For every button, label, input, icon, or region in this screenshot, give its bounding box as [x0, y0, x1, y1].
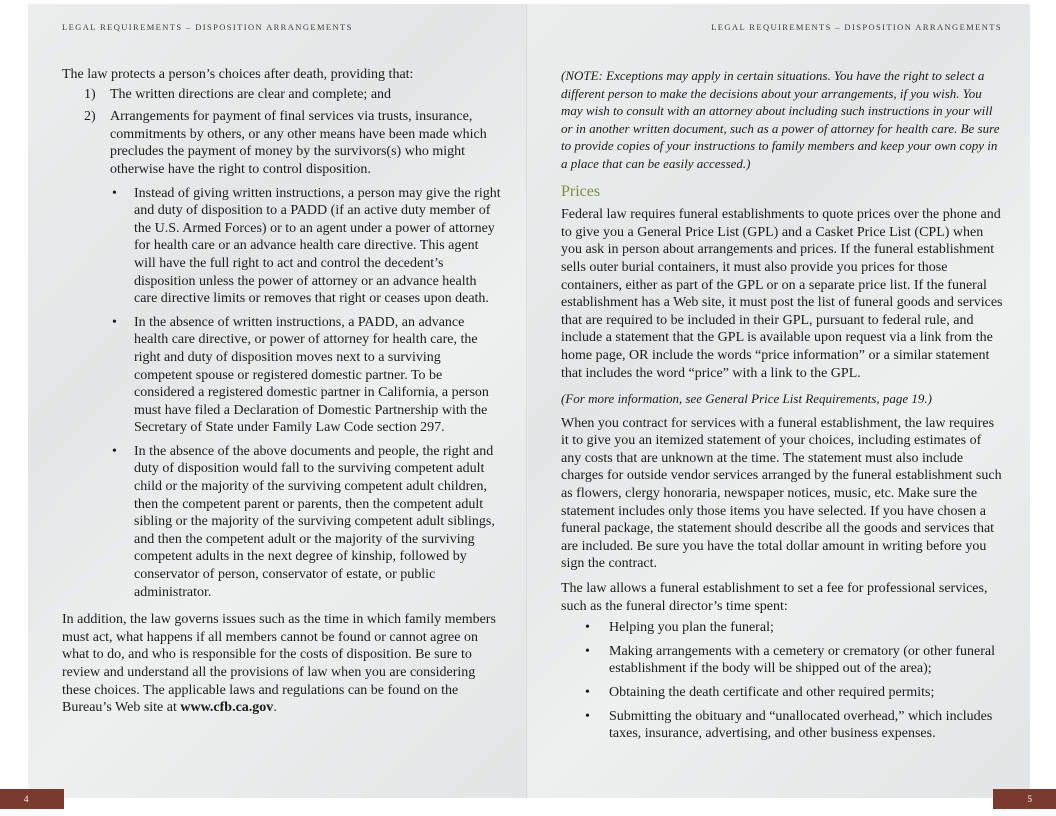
number-marker: 1): [84, 86, 96, 102]
page-number-right: 5: [993, 789, 1056, 809]
numbered-item-text: The written directions are clear and complete; and: [110, 86, 392, 102]
fee-bullet-list: [561, 619, 1003, 743]
left-page: [28, 4, 526, 798]
bullet-icon: •: [585, 643, 590, 659]
fee-bullet-text: Submitting the obituary and “unallocated overhead,” which includes taxes, insurance, advertising, and other business expenses.: [609, 708, 993, 742]
note-paragraph: (NOTE: Exceptions may apply in certain situations. You have the right to select a different person to make the decisions about your arrangements, if you wish. You may wish to consult with an attorney about including such instructions in your will or in another written document, such as a power of attorney for health care. Be sure to provide copies of your instructions to family members and keep your own copy in a place that can be easily accessed.): [561, 68, 1000, 171]
right-page: [528, 4, 1030, 798]
bullet-item: [112, 443, 502, 601]
fee-bullet-item: [585, 643, 1003, 678]
bullet-icon: •: [112, 185, 117, 201]
prices-heading: Prices: [561, 182, 601, 200]
numbered-item-text: Arrangements for payment of final services via trusts, insurance, commitments by others, or any other means have been made which precludes the payment of money by the survivors(s) who might otherwise have the right to control disposition.: [110, 109, 487, 177]
running-head-left: LEGAL REQUIREMENTS – DISPOSITION ARRANGEMENTS: [62, 22, 353, 32]
prices-paragraph-1: Federal law requires funeral establishments to quote prices over the phone and to give you a General Price List (GPL) and a Casket Price List (CPL) when you ask in person about arrangements and prices. If the funeral establishment sells outer burial containers, it must also provide you prices for those containers, either as part of the GPL or on a separate price list. If the funeral establishment has a Web site, it must post the list of funeral goods and services that are required to be included in their GPL, pursuant to federal rule, and include a statement that the GPL is available upon request via a link from the home page, OR include the words “price information” or a similar statement that includes the word “price” with a link to the GPL.: [561, 207, 1003, 381]
number-marker: 2): [84, 109, 96, 125]
left-column: [62, 66, 502, 717]
fee-bullet-item: [585, 619, 1003, 637]
fee-bullet-text: Making arrangements with a cemetery or crematory (or other funeral establishment if the body will be shipped out of the area);: [609, 643, 995, 677]
closing-text: In addition, the law governs issues such as the time in which family members must act, what happens if all members cannot be found or cannot agree on what to do, and who is responsible for the costs of disposition. Be sure to review and understand all the provisions of law when you are considering these choices. The applicable laws and regulations can be found on the Bureau’s Web site at: [62, 612, 496, 716]
bullet-item: [112, 314, 502, 437]
bullet-text: In the absence of written instructions, a PADD, an advance health care directive, or power of attorney for health care, the right and duty of disposition moves next to a surviving competent spouse or registered domestic partner. To be considered a registered domestic partner in California, a person must have filed a Declaration of Domestic Partnership with the Secretary of State under Family Law Code section 297.: [134, 314, 489, 436]
bullet-icon: •: [112, 314, 117, 330]
numbered-item: [84, 86, 502, 104]
closing-paragraph: [62, 611, 502, 717]
prices-paragraph-3: The law allows a funeral establishment to set a fee for professional services, such as the funeral director’s time spent:: [561, 581, 988, 614]
fee-bullet-item: [585, 708, 1003, 743]
bullet-icon: •: [112, 443, 117, 459]
fee-bullet-text: Obtaining the death certificate and other required permits;: [609, 685, 935, 700]
intro-paragraph: The law protects a person’s choices after death, providing that:: [62, 67, 414, 82]
numbered-list: [62, 86, 502, 602]
fee-bullet-item: [585, 684, 1003, 702]
bullet-text: In the absence of the above documents and people, the right and duty of disposition would fall to the surviving competent adult child or the majority of the surviving competent adult children, then the competent parent or parents, then the competent adult sibling or the majority of the surviving competent adult siblings, and then the competent adult or the majority of the surviving competent adults in the next degree of kinship, followed by conservator of person, conservator of estate, or public administrator.: [134, 443, 495, 600]
website-link[interactable]: www.cfb.ca.gov: [180, 700, 274, 716]
bullet-list: [110, 185, 502, 602]
prices-reference-note: (For more information, see General Price List Requirements, page 19.): [561, 391, 932, 407]
running-head-right: LEGAL REQUIREMENTS – DISPOSITION ARRANGEMENTS: [711, 22, 1002, 32]
prices-paragraph-2: When you contract for services with a funeral establishment, the law requires it to give you an itemized statement of your choices, including estimates of any costs that are unknown at the time. The statement must also include charges for outside vendor services arranged by the funeral establishment such as flowers, clergy honoraria, newspaper notices, music, etc. Make sure the statement includes only those items you have selected. If you have chosen a funeral package, the statement should describe all the goods and services that are included. Be sure you have the total dollar amount in writing before you sign the contract.: [561, 415, 1002, 572]
closing-end: .: [273, 700, 277, 716]
bullet-icon: •: [585, 708, 590, 724]
numbered-item: [84, 108, 502, 601]
bullet-icon: •: [585, 685, 590, 700]
bullet-text: Instead of giving written instructions, a person may give the right and duty of disposition to a PADD (if an active duty member of the U.S. Armed Forces) or to an agent under a power of attorney for health care or an advance health care directive. This agent will have the full right to act and control the decedent’s disposition unless the power of attorney or an advance health care directive limits or removes that right or ceases upon death.: [134, 185, 501, 307]
bullet-icon: •: [585, 620, 590, 636]
right-column: [561, 67, 1003, 743]
bullet-item: [112, 185, 502, 308]
page-number-left: 4: [0, 789, 64, 809]
fee-bullet-text: Helping you plan the funeral;: [609, 620, 774, 636]
